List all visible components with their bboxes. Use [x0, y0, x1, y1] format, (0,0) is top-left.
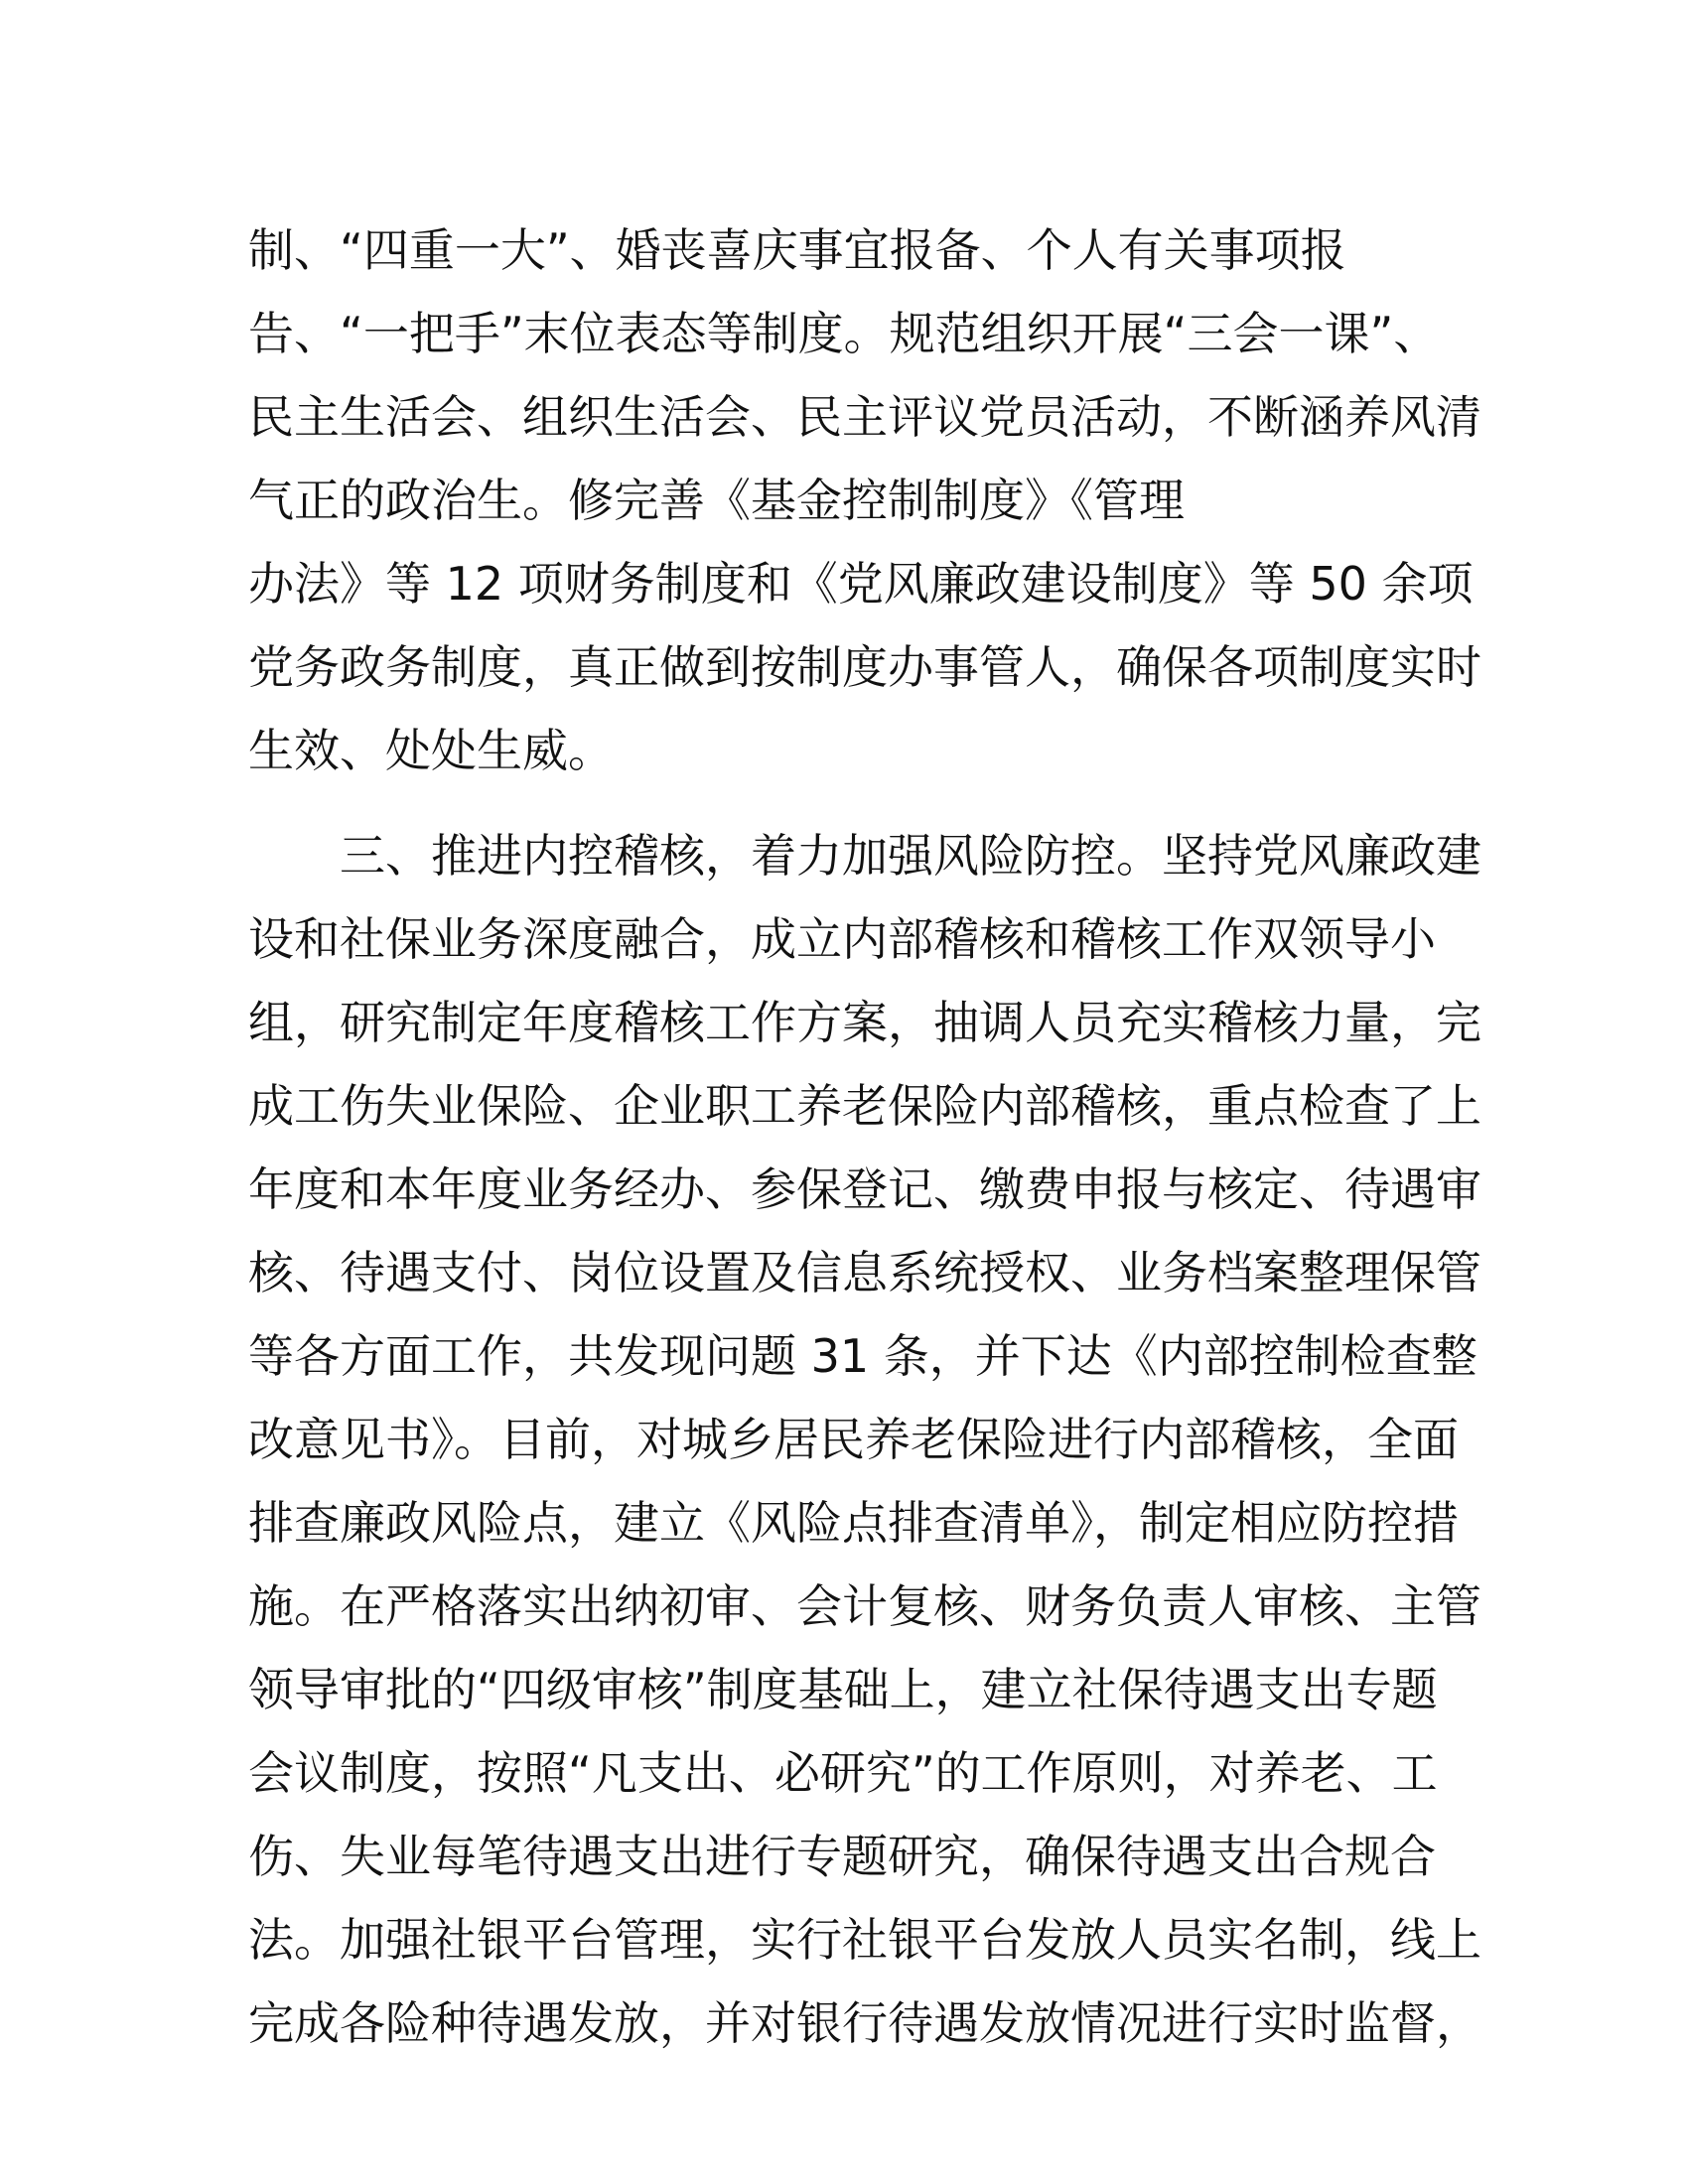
text-line: 改意见书》。目前，对城乡居民养老保险进行内部稽核，全面: [248, 1413, 1459, 1466]
text-line: 排查廉政风险点，建立《风险点排查清单》，制定相应防控措: [248, 1496, 1459, 1550]
text-line: 法。加强社银平台管理，实行社银平台发放人员实名制，线上: [248, 1913, 1481, 1967]
text-line: 设和社保业务深度融合，成立内部稽核和稽核工作双领导小: [248, 912, 1436, 966]
text-line: 组，研究制定年度稽核工作方案，抽调人员充实稽核力量，完: [248, 996, 1481, 1049]
text-line: 气正的政治生。修完善《基金控制制度》《管理: [248, 474, 1185, 527]
text-line: 伤、失业每笔待遇支出进行专题研究，确保待遇支出合规合: [248, 1830, 1436, 1883]
paragraph-spacer: [248, 792, 1440, 814]
document-body: [248, 208, 1481, 2065]
paragraph-institution-building: [248, 208, 1481, 792]
paragraph-internal-control-audit: [248, 814, 1481, 2065]
text-line: 施。在严格落实出纳初审、会计复核、财务负责人审核、主管: [248, 1579, 1481, 1633]
text-line: 民主生活会、组织生活会、民主评议党员活动，不断涵养风清: [248, 390, 1481, 444]
text-line: 领导审批的“四级审核”制度基础上，建立社保待遇支出专题: [248, 1663, 1438, 1716]
text-line: 成工伤失业保险、企业职工养老保险内部稽核，重点检查了上: [248, 1079, 1481, 1133]
text-line: 告、“一把手”末位表态等制度。规范组织开展“三会一课”、: [248, 307, 1440, 360]
text-line: 党务政务制度，真正做到按制度办事管人，确保各项制度实时: [248, 640, 1481, 694]
text-line: 办法》等 12 项财务制度和《党风廉政建设制度》等 50 余项: [248, 557, 1474, 611]
text-line: 核、待遇支付、岗位设置及信息系统授权、业务档案整理保管: [248, 1246, 1481, 1299]
text-line-heading: 三、推进内控稽核，着力加强风险防控。坚持党风廉政建: [340, 829, 1481, 883]
text-line: 会议制度，按照“凡支出、必研究”的工作原则，对养老、工: [248, 1746, 1438, 1800]
text-line: 生效、处处生威。: [248, 724, 614, 777]
text-line: 制、“四重一大”、婚丧喜庆事宜报备、个人有关事项报: [248, 223, 1346, 277]
text-line: 等各方面工作，共发现问题 31 条，并下达《内部控制检查整: [248, 1329, 1477, 1383]
text-line: 年度和本年度业务经办、参保登记、缴费申报与核定、待遇审: [248, 1162, 1481, 1216]
text-line: 完成各险种待遇发放，并对银行待遇发放情况进行实时监督，: [248, 1996, 1481, 2050]
